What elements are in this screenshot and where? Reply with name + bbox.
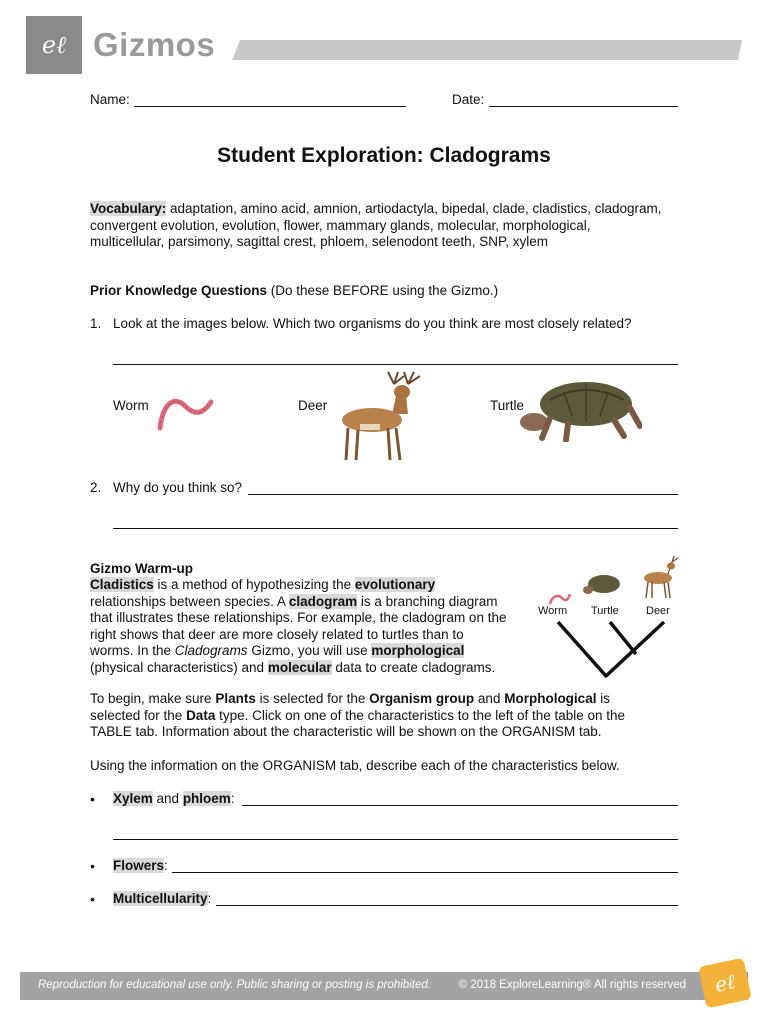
- vocabulary-block: Vocabulary: adaptation, amino acid, amnion, artiodactyla, bipedal, clade, cladistics, cladogram, convergent evolution, evolution, flower, mammary glands, molecular, morphological, multicellular, parsimony, sagittal crest, phloem, selenodont teeth, SNP, xylem: [90, 201, 662, 249]
- brand-name: Gizmos: [93, 26, 216, 63]
- answer-line-flowers[interactable]: [172, 872, 678, 873]
- turtle-image: [520, 378, 642, 442]
- footer-bar: [20, 972, 748, 1000]
- warmup-heading: Gizmo Warm-up: [90, 561, 193, 576]
- explorelearning-logo: eℓ: [26, 16, 82, 74]
- diagram-label-turtle: Turtle: [591, 605, 619, 617]
- deer-image: [336, 370, 428, 464]
- bullet-xylem-phloem: Xylem and phloem:: [113, 791, 235, 806]
- warmup-paragraph-1: Cladistics is a method of hypothesizing the evolutionary relationships between species. A cladogram is a branching diagram that illustrates these relationships. For example, the cladogram on the right shows that deer are more closely related to turtles than to worms. In the Cladograms Gizmo, you will use morphological (physical characteristics) and molecular data to create cladograms.: [90, 577, 507, 675]
- footer-copyright: © 2018 ExploreLearning® All rights reserved: [458, 979, 686, 991]
- explorelearning-badge-icon: eℓ: [698, 958, 752, 1009]
- warmup-paragraph-2: To begin, make sure Plants is selected for the Organism group and Morphological is selected for the Data type. Click on one of the characteristics to the left of the table on the TABLE tab. Information about the characteristic will be shown on the ORGANISM tab.: [90, 691, 626, 739]
- bullet-1-dot: •: [90, 791, 95, 807]
- worm-label: Worm: [113, 398, 149, 413]
- question-1-number: 1.: [90, 316, 102, 331]
- deer-label: Deer: [298, 398, 328, 413]
- bullet-flowers: Flowers:: [113, 858, 168, 873]
- footer-notice: Reproduction for educational use only. Public sharing or posting is prohibited.: [38, 979, 431, 991]
- answer-line-2a[interactable]: [248, 494, 678, 495]
- question-1-text: Look at the images below. Which two organisms do you think are most closely related?: [113, 316, 632, 331]
- name-field[interactable]: [134, 106, 406, 107]
- worm-image: [155, 392, 217, 432]
- vocabulary-label: Vocabulary:: [90, 201, 167, 216]
- answer-line-xylem-b[interactable]: [113, 839, 678, 840]
- answer-line-multicellularity[interactable]: [216, 905, 678, 906]
- answer-line-xylem-a[interactable]: [242, 805, 678, 806]
- page-title: Student Exploration: Cladograms: [217, 144, 551, 167]
- prior-knowledge-heading: Prior Knowledge Questions (Do these BEFORE using the Gizmo.): [90, 283, 499, 298]
- question-2-number: 2.: [90, 480, 102, 495]
- question-2-text: Why do you think so?: [113, 480, 243, 495]
- diagram-label-worm: Worm: [538, 605, 568, 617]
- date-label: Date:: [452, 92, 485, 107]
- warmup-paragraph-3: Using the information on the ORGANISM tab, describe each of the characteristics below.: [90, 758, 620, 773]
- cladogram-diagram: [538, 552, 683, 682]
- date-field[interactable]: [489, 106, 678, 107]
- answer-line-2b[interactable]: [113, 528, 678, 529]
- name-label: Name:: [90, 92, 130, 107]
- bullet-2-dot: •: [90, 858, 95, 874]
- header-bar: [232, 40, 742, 60]
- answer-line-1[interactable]: [113, 364, 678, 365]
- bullet-multicellularity: Multicellularity:: [113, 891, 212, 906]
- turtle-label: Turtle: [490, 398, 525, 413]
- diagram-label-deer: Deer: [646, 605, 670, 617]
- bullet-3-dot: •: [90, 891, 95, 907]
